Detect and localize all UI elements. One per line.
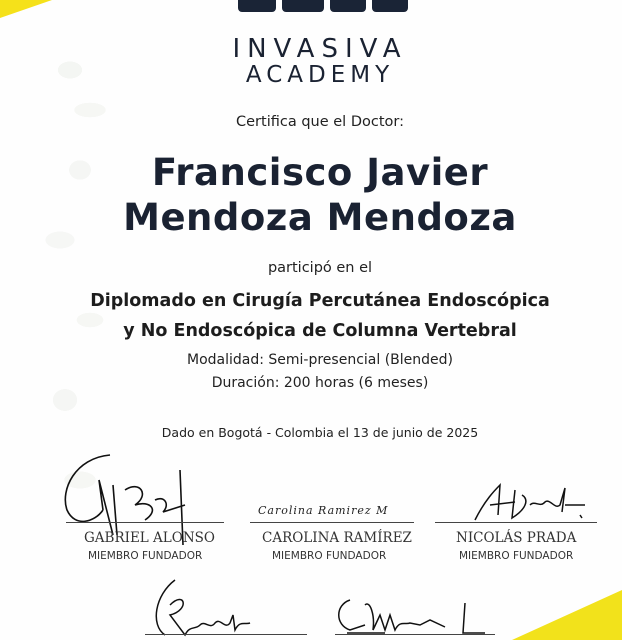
signatory-role: MIEMBRO FUNDADOR bbox=[88, 550, 203, 562]
recipient-name-line2: Mendoza Mendoza bbox=[123, 196, 517, 239]
modality-text: Modalidad: Semi-presencial (Blended) bbox=[186, 352, 453, 368]
signatory-name: CAROLINA RAMÍREZ bbox=[262, 530, 412, 546]
signatory-role: MIEMBRO FUNDADOR bbox=[272, 550, 387, 562]
signatory-name: NICOLÁS PRADA bbox=[456, 530, 577, 546]
yellow-corner-top-left bbox=[0, 0, 52, 18]
signatory-name: GABRIEL ALONSO bbox=[84, 530, 215, 546]
logo-text-academy: ACADEMY bbox=[245, 62, 395, 88]
page-edge bbox=[622, 0, 640, 640]
yellow-corner-bottom-right bbox=[512, 590, 622, 640]
signature-nicolas-prada bbox=[470, 480, 590, 525]
logo-mark bbox=[232, 0, 412, 16]
issue-place-date: Dado en Bogotá - Colombia el 13 de junio de 2025 bbox=[161, 425, 479, 440]
duration-text: Duración: 200 horas (6 meses) bbox=[211, 375, 429, 391]
participated-text: participó en el bbox=[267, 260, 373, 276]
logo-text-invasiva: INVASIVA bbox=[232, 34, 408, 64]
signatory-role: MIEMBRO FUNDADOR bbox=[459, 550, 574, 562]
course-title-line2: y No Endoscópica de Columna Vertebral bbox=[123, 321, 517, 341]
course-title-line1: Diplomado en Cirugía Percutánea Endoscópica bbox=[90, 291, 550, 311]
signature-bottom-left bbox=[145, 575, 265, 640]
certifies-intro: Certifica que el Doctor: bbox=[236, 114, 404, 130]
signature-carolina-ramirez: Carolina Ramirez M bbox=[258, 504, 389, 517]
recipient-name-line1: Francisco Javier bbox=[151, 151, 489, 194]
